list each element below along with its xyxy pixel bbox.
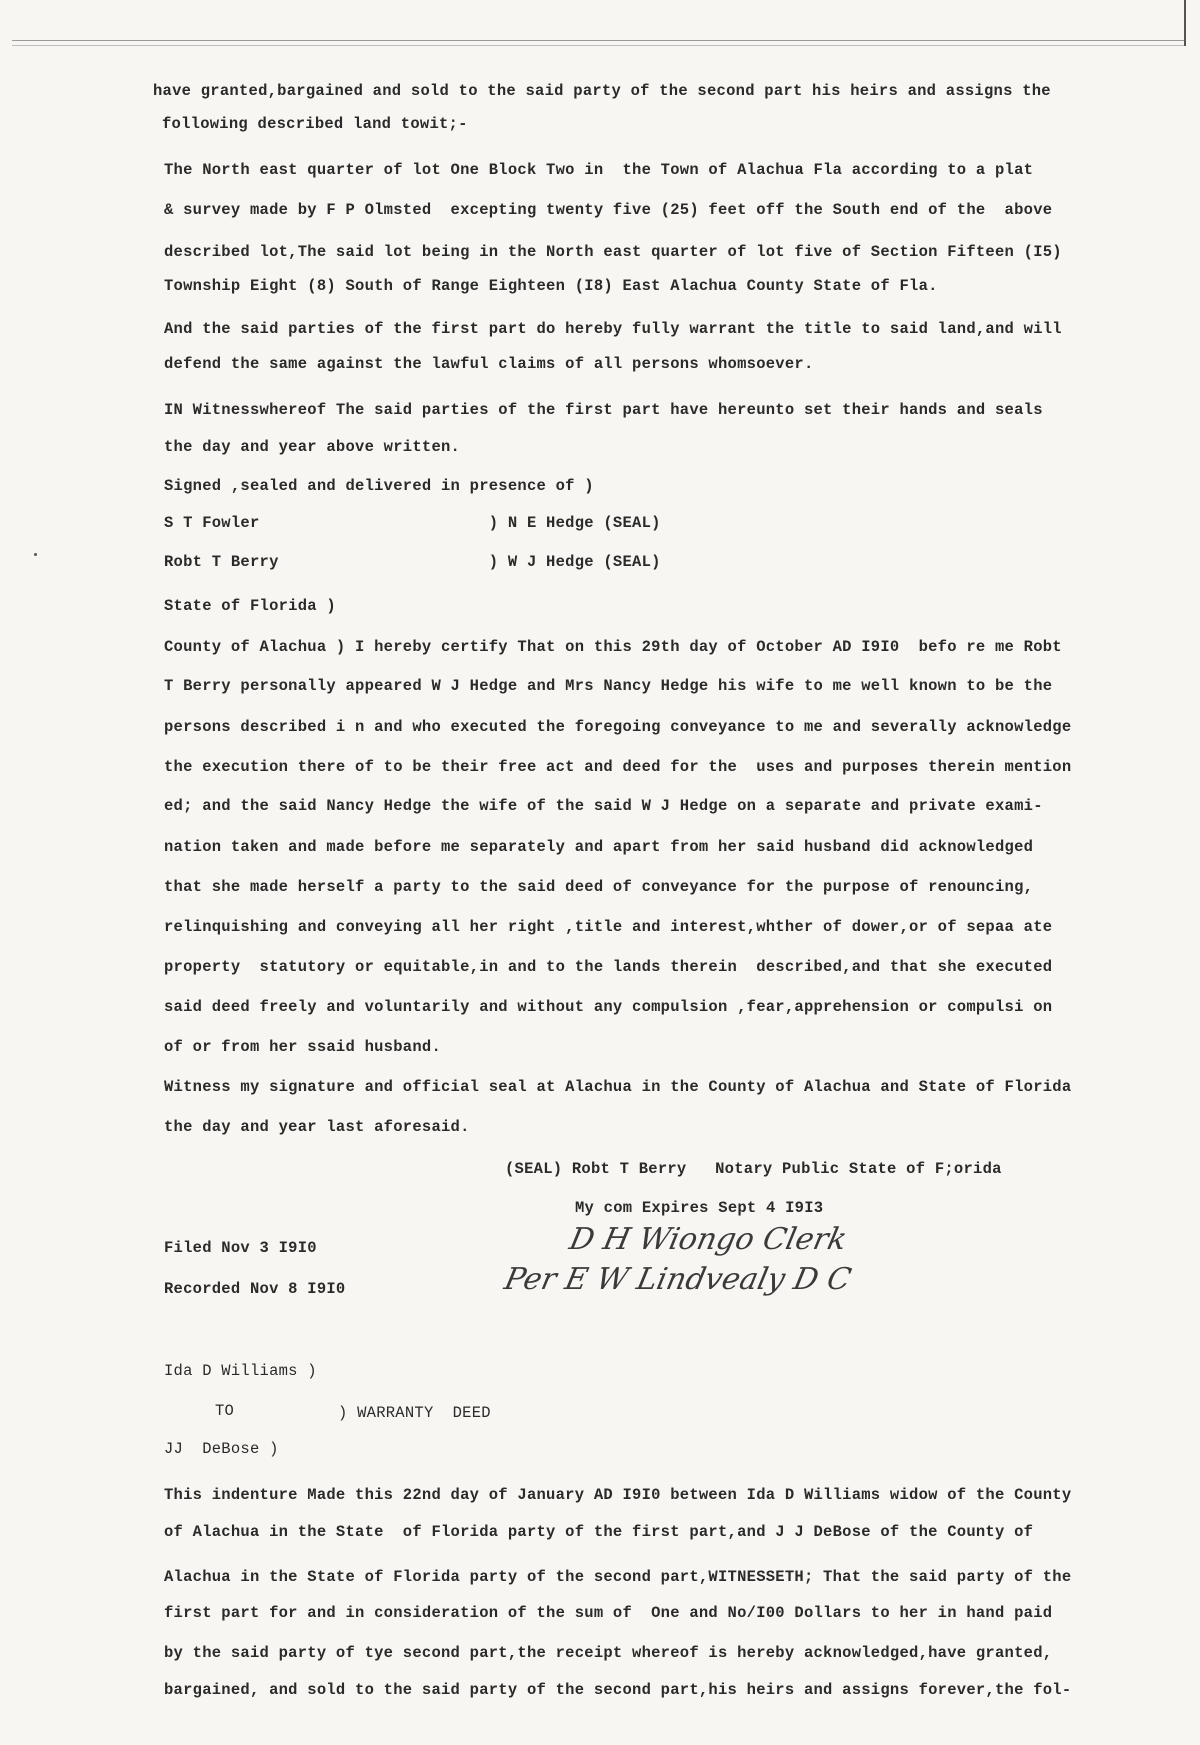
deed-type-heading: ) WARRANTY DEED — [338, 1404, 491, 1422]
text-line: bargained, and sold to the said party of the second part,his heirs and assigns forever,the fol- — [164, 1681, 1072, 1699]
text-line: said deed freely and voluntarily and without any compulsion ,fear,apprehension or compulsi on — [164, 998, 1053, 1016]
text-line: property statutory or equitable,in and to the lands therein described,and that she executed — [164, 958, 1053, 976]
text-line: defend the same against the lawful claims of all persons whomsoever. — [164, 355, 814, 373]
text-line: Township Eight (8) South of Range Eighteen (I8) East Alachua County State of Fla. — [164, 277, 938, 295]
text-line: described lot,The said lot being in the North east quarter of lot five of Section Fifteen (I5) — [164, 243, 1062, 261]
notary-line: (SEAL) Robt T Berry Notary Public State of F;orida — [505, 1160, 1002, 1178]
text-line: of or from her ssaid husband. — [164, 1038, 441, 1056]
text-line: This indenture Made this 22nd day of January AD I9I0 between Ida D Williams widow of the County — [164, 1486, 1072, 1504]
text-line: of Alachua in the State of Florida party of the first part,and J J DeBose of the County of — [164, 1523, 1034, 1541]
text-line: Alachua in the State of Florida party of the second part,WITNESSETH; That the said party of the — [164, 1568, 1072, 1586]
text-line: the execution there of to be their free act and deed for the uses and purposes therein mention — [164, 758, 1072, 776]
top-rule — [12, 40, 1184, 41]
text-line: relinquishing and conveying all her right ,title and interest,whther of dower,or of sepaa ate — [164, 918, 1053, 936]
text-line: have granted,bargained and sold to the said party of the second part his heirs and assigns the — [153, 82, 1051, 100]
witness-line: S T Fowler ) N E Hedge (SEAL) — [164, 514, 661, 532]
party-line: JJ DeBose ) — [164, 1440, 279, 1458]
text-line: The North east quarter of lot One Block Two in the Town of Alachua Fla according to a plat — [164, 161, 1034, 179]
filed-line: Filed Nov 3 I9I0 — [164, 1239, 317, 1257]
text-line: persons described i n and who executed the foregoing conveyance to me and severally acknowledge — [164, 718, 1072, 736]
top-rule-secondary — [12, 45, 1184, 46]
text-line: nation taken and made before me separately and apart from her said husband did acknowledged — [164, 838, 1034, 856]
scan-speck — [34, 553, 37, 556]
clerk-signature: D H Wiongo Clerk — [566, 1222, 850, 1257]
text-line: by the said party of tye second part,the receipt whereof is hereby acknowledged,have granted, — [164, 1644, 1053, 1662]
text-line: first part for and in consideration of the sum of One and No/I00 Dollars to her in hand paid — [164, 1604, 1053, 1622]
text-line: ed; and the said Nancy Hedge the wife of the said W J Hedge on a separate and private exami- — [164, 797, 1043, 815]
text-line: the day and year above written. — [164, 438, 461, 456]
commission-line: My com Expires Sept 4 I9I3 — [575, 1199, 824, 1217]
witness-line: Robt T Berry ) W J Hedge (SEAL) — [164, 553, 661, 571]
text-line: Signed ,sealed and delivered in presence of ) — [164, 477, 594, 495]
text-line: Witness my signature and official seal at Alachua in the County of Alachua and State of Florida — [164, 1078, 1072, 1096]
text-line: that she made herself a party to the said deed of conveyance for the purpose of renouncing, — [164, 878, 1034, 896]
text-line: IN Witnesswhereof The said parties of the first part have hereunto set their hands and seals — [164, 401, 1043, 419]
party-line: Ida D Williams ) — [164, 1362, 317, 1380]
text-line: following described land towit;- — [162, 115, 468, 133]
deputy-clerk-signature: Per E W Lindvealy D C — [501, 1262, 855, 1297]
text-line: the day and year last aforesaid. — [164, 1118, 470, 1136]
text-line: & survey made by F P Olmsted excepting twenty five (25) feet off the South end of the above — [164, 201, 1053, 219]
text-line: County of Alachua ) I hereby certify That on this 29th day of October AD I9I0 befo re me Robt — [164, 638, 1062, 656]
text-line: State of Florida ) — [164, 597, 336, 615]
recorded-line: Recorded Nov 8 I9I0 — [164, 1280, 346, 1298]
text-line: And the said parties of the first part do hereby fully warrant the title to said land,and will — [164, 320, 1062, 338]
text-line: T Berry personally appeared W J Hedge and Mrs Nancy Hedge his wife to me well known to be the — [164, 677, 1053, 695]
party-line: TO — [215, 1402, 235, 1420]
page-edge-mark — [1184, 0, 1186, 46]
